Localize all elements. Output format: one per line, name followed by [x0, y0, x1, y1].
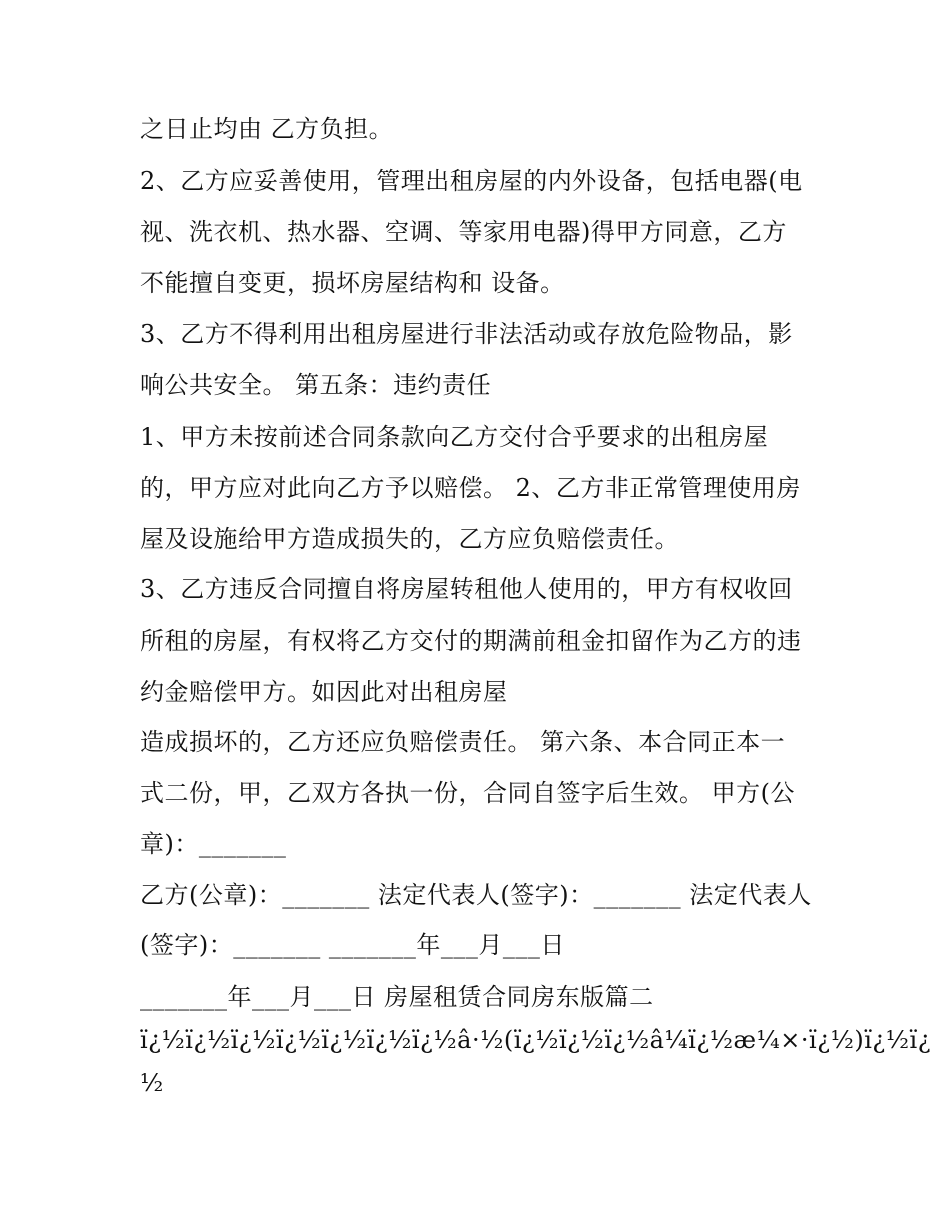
text-line: 响公共安全。 第五条：违约责任 [140, 371, 492, 399]
text-line: 造成损坏的，乙方还应负赔偿责任。 第六条、本合同正本一 [140, 728, 786, 756]
text-line: (签字)：_______ _______年___月___日 [140, 931, 565, 959]
text-line: ï¿½ï¿½ï¿½ï¿½ï¿½ï¿½ï¿½â·½(ï¿½ï¿½ï¿½â¼ï¿½æ¼×·ï¿½)ï¿½ï¿ [140, 1026, 932, 1054]
text-line: 乙方(公章)：_______ 法定代表人(签字)：_______ 法定代表人 [140, 881, 812, 909]
text-line: 所租的房屋，有权将乙方交付的期满前租金扣留作为乙方的违 [140, 627, 802, 655]
text-line: 屋及设施给甲方造成损失的，乙方应负赔偿责任。 [140, 525, 679, 553]
text-line: _______年___月___日 房屋租赁合同房东版篇二 [140, 983, 654, 1011]
text-line: ½ [140, 1069, 164, 1097]
text-line: 不能擅自变更，损坏房屋结构和 设备。 [140, 269, 565, 297]
text-line: 式二份，甲，乙双方各执一份，合同自签字后生效。 甲方(公 [140, 779, 795, 807]
text-line: 章)：_______ [140, 830, 287, 858]
text-line: 视、洗衣机、热水器、空调、等家用电器)得甲方同意，乙方 [140, 218, 787, 246]
text-line: 3、乙方不得利用出租房屋进行非法活动或存放危险物品，影 [140, 320, 793, 348]
text-line: 1、甲方未按前述合同条款向乙方交付合乎要求的出租房屋 [140, 423, 769, 451]
text-line: 的，甲方应对此向乙方予以赔偿。 2、乙方非正常管理使用房 [140, 474, 801, 502]
text-line: 3、乙方违反合同擅自将房屋转租他人使用的，甲方有权收回 [140, 575, 793, 603]
text-line: 约金赔偿甲方。如因此对出租房屋 [140, 678, 508, 706]
text-line: 2、乙方应妥善使用，管理出租房屋的内外设备，包括电器(电 [140, 167, 803, 195]
text-line: 之日止均由 乙方负担。 [140, 115, 394, 143]
